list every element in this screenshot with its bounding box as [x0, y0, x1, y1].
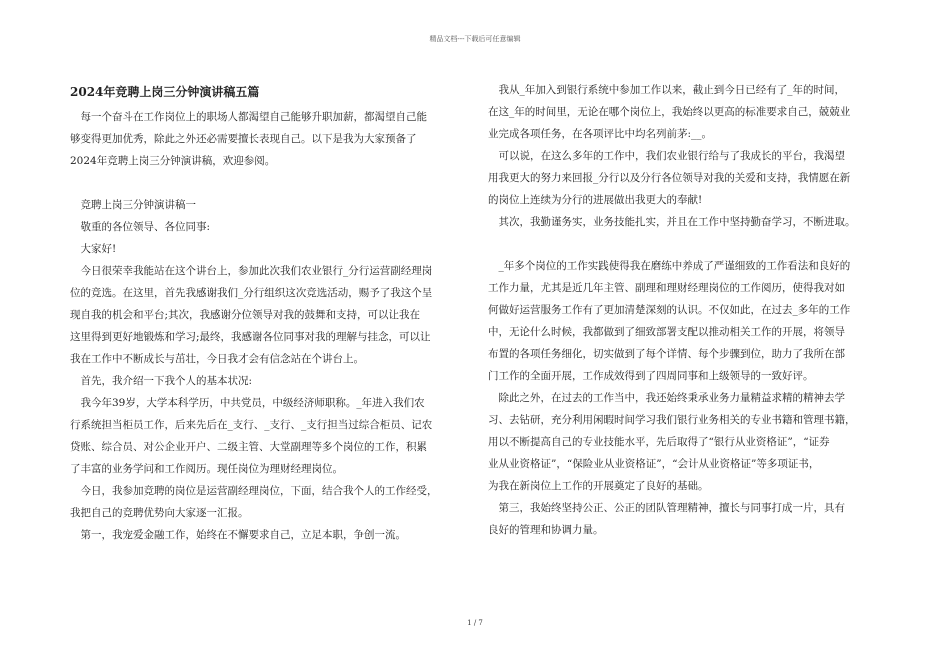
paragraph-line: 第一，我宠爱金融工作，始终在不懈要求自己，立足本职，争创一流。 — [70, 529, 406, 541]
blank-line — [70, 172, 465, 194]
paragraph-line: 这里得到更好地锻炼和学习;最终，我感谢各位同事对我的理解与挂念，可以让 — [70, 331, 431, 343]
paragraph-line: 其次，我勤谨务实，业务技能扎实，并且在工作中坚持勤奋学习，不断进取。 — [488, 216, 856, 228]
paragraph-line: 贷账、综合员、对公企业开户、二级主管、大堂副理等多个岗位的工作，积累 — [70, 441, 427, 453]
paragraph-line: 为我在新岗位上工作的开展奠定了良好的基础。 — [488, 480, 709, 492]
page-number: 1 / 7 — [467, 619, 483, 627]
paragraph-line: 了丰富的业务学问和工作阅历。现任岗位为理财经理岗位。 — [70, 463, 343, 475]
paragraph-line: 我从_年加入到银行系统中参加工作以来，截止到今日已经有了_年的时间， — [488, 84, 845, 96]
right-column — [488, 79, 880, 541]
paragraph-line: 够变得更加优秀，除此之外还必需要擅长表现自己。以下是我为大家预备了 — [70, 133, 417, 145]
greeting: 大家好! — [70, 243, 117, 255]
paragraph-line: 用我更大的努力来回报_分行以及分行各位领导对我的关爱和支持，我情愿在新 — [488, 172, 851, 184]
paragraph-line: 2024年竞聘上岗三分钟演讲稿，欢迎参阅。 — [70, 155, 276, 167]
paragraph-line: 首先，我介绍一下我个人的基本状况: — [70, 375, 253, 387]
paragraph-line: 我在工作中不断成长与茁壮，今日我才会有信念站在个讲台上。 — [70, 353, 364, 365]
paragraph-line: 中，无论什么时候，我都做到了细致部署支配以推动相关工作的开展，将领导 — [488, 326, 845, 338]
blank-line — [488, 233, 880, 255]
paragraph-line: 在这_年的时间里，无论在哪个岗位上，我始终以更高的标准要求自己，兢兢业 — [488, 106, 851, 118]
paragraph-line: 每一个奋斗在工作岗位上的职场人都渴望自己能够升职加薪，都渴望自己能 — [70, 111, 427, 123]
paragraph-line: 良好的管理和协调力量。 — [488, 524, 604, 536]
paragraph-line: 工作力量，尤其是近几年主管、副理和理财经理岗位的工作阅历，使得我对如 — [488, 282, 845, 294]
paragraph-line: 的岗位上连续为分行的进展做出我更大的奉献! — [488, 194, 703, 206]
paragraph-line: 门工作的全面开展，工作成效得到了四周同事和上级领导的一致好评。 — [488, 370, 814, 382]
paragraph-line: 习、去钻研，充分利用闲暇时间学习我们银行业务相关的专业书籍和管理书籍， — [488, 414, 856, 426]
salutation: 敬重的各位领导、各位同事: — [70, 221, 211, 233]
paragraph-line: 行系统担当柜员工作，后来先后在_支行、_支行、_支行担当过综合柜员、记农 — [70, 419, 433, 431]
paragraph-line: 位的竞选。在这里，首先我感谢我们_分行组织这次竞选活动，赐予了我这个呈 — [70, 287, 433, 299]
paragraph-line: 用以不断提高自己的专业技能水平，先后取得了“银行从业资格证”，“证券 — [488, 436, 830, 448]
document-title: 2024年竞聘上岗三分钟演讲稿五篇 — [70, 85, 260, 99]
paragraph-line: _年多个岗位的工作实践使得我在磨练中养成了严谨细致的工作看法和良好的 — [488, 260, 851, 272]
paragraph-line: 今日，我参加竞聘的岗位是运营副经理岗位，下面，结合我个人的工作经受， — [70, 485, 438, 497]
paragraph-line: 我把自己的竞聘优势向大家逐一汇报。 — [70, 507, 249, 519]
paragraph-line: 除此之外，在过去的工作当中，我还始终秉承业务力量精益求精的精神去学 — [488, 392, 845, 404]
paragraph-line: 何做好运营服务工作有了更加清楚深刻的认识。不仅如此，在过去_多年的工作 — [488, 304, 851, 316]
paragraph-line: 可以说，在这么多年的工作中，我们农业银行给与了我成长的平台，我渴望 — [488, 150, 845, 162]
page-header: 精品文档---下载后可任意编辑 — [429, 35, 521, 43]
paragraph-line: 现自我的机会和平台;其次，我感谢分位领导对我的鼓舞和支持，可以让我在 — [70, 309, 421, 321]
left-column — [70, 82, 465, 546]
paragraph-line: 我今年39岁，大学本科学历，中共党员，中级经济师职称。_年进入我们农 — [70, 397, 425, 409]
paragraph-line: 布置的各项任务细化，切实做到了每个详情、每个步骤到位，助力了我所在部 — [488, 348, 845, 360]
paragraph-line: 业从业资格证”，“保险业从业资格证”，“会计从业资格证”等多项证书， — [488, 458, 820, 470]
paragraph-line: 业完成各项任务，在各项评比中均名列前茅:__。 — [488, 128, 713, 140]
paragraph-line: 今日很荣幸我能站在这个讲台上，参加此次我们农业银行_分行运营副经理岗 — [70, 265, 433, 277]
section-heading: 竞聘上岗三分钟演讲稿一 — [70, 199, 196, 211]
paragraph-line: 第三，我始终坚持公正、公正的团队管理精神，擅长与同事打成一片，具有 — [488, 502, 845, 514]
